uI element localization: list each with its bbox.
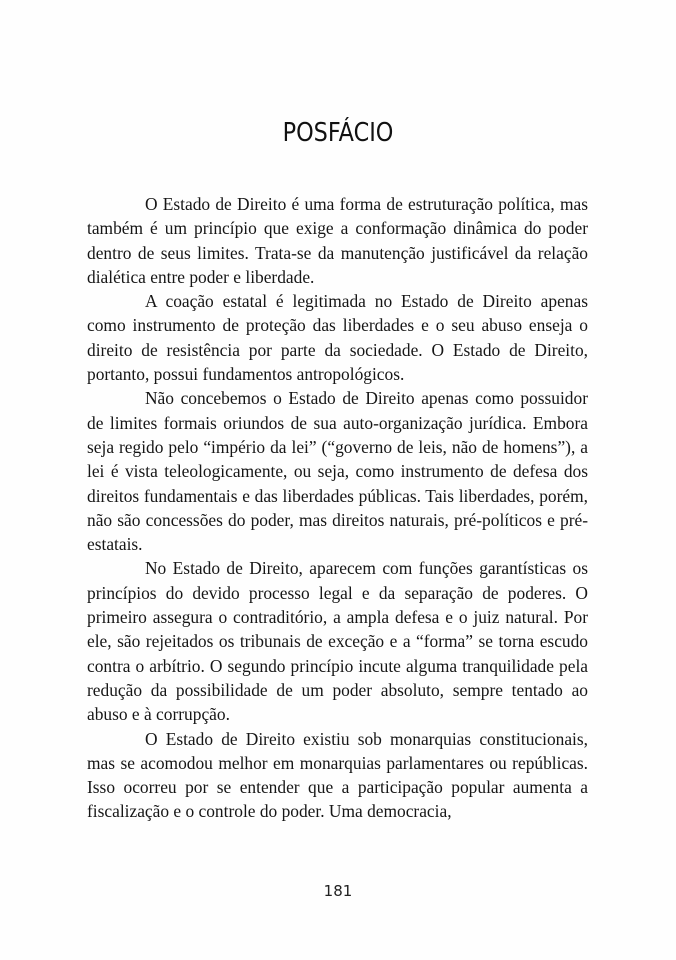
page-number: 181 <box>323 882 353 900</box>
body-text <box>87 192 588 824</box>
paragraph-4: No Estado de Direito, aparecem com funções garantísticas os princípios do devido processo legal e da separação de poderes. O primeiro assegura o contraditório, a ampla defesa e o juiz natural. Por ele, são rejeitados os tribunais de exceção e a “forma” se torna escudo contra o arbítrio. O segundo princípio incute alguma tranquilidade pela redução da possibilidade de um poder absoluto, sempre tentado ao abuso e à corrupção. <box>87 558 588 725</box>
chapter-title: POSFÁCIO <box>282 118 394 148</box>
paragraph-1: O Estado de Direito é uma forma de estruturação política, mas também é um princípio que exige a conformação dinâmica do poder dentro de seus limites. Trata-se da manutenção justificável da relação dialética entre poder e liberdade. <box>87 194 588 287</box>
paragraph-3: Não concebemos o Estado de Direito apenas como possuidor de limites formais oriundos de sua auto-organização jurídica. Embora seja regido pelo “império da lei” (“governo de leis, não de homens”), a lei é vista teleologicamente, ou seja, como instrumento de defesa dos direitos fundamentais e das liberdades públicas. Tais liberdades, porém, não são concessões do poder, mas direitos naturais, pré-políticos e pré-estatais. <box>87 388 588 555</box>
paragraph-5: O Estado de Direito existiu sob monarquias constitucionais, mas se acomodou melhor em monarquias parlamentares ou repúblicas. Isso ocorreu por se entender que a participação popular aumenta a fiscalização e o controle do poder. Uma democracia, <box>87 728 588 822</box>
paragraph-2: A coação estatal é legitimada no Estado de Direito apenas como instrumento de proteção das liberdades e o seu abuso enseja o direito de resistência por parte da sociedade. O Estado de Direito, portanto, possui fundamentos antropológicos. <box>87 291 588 385</box>
